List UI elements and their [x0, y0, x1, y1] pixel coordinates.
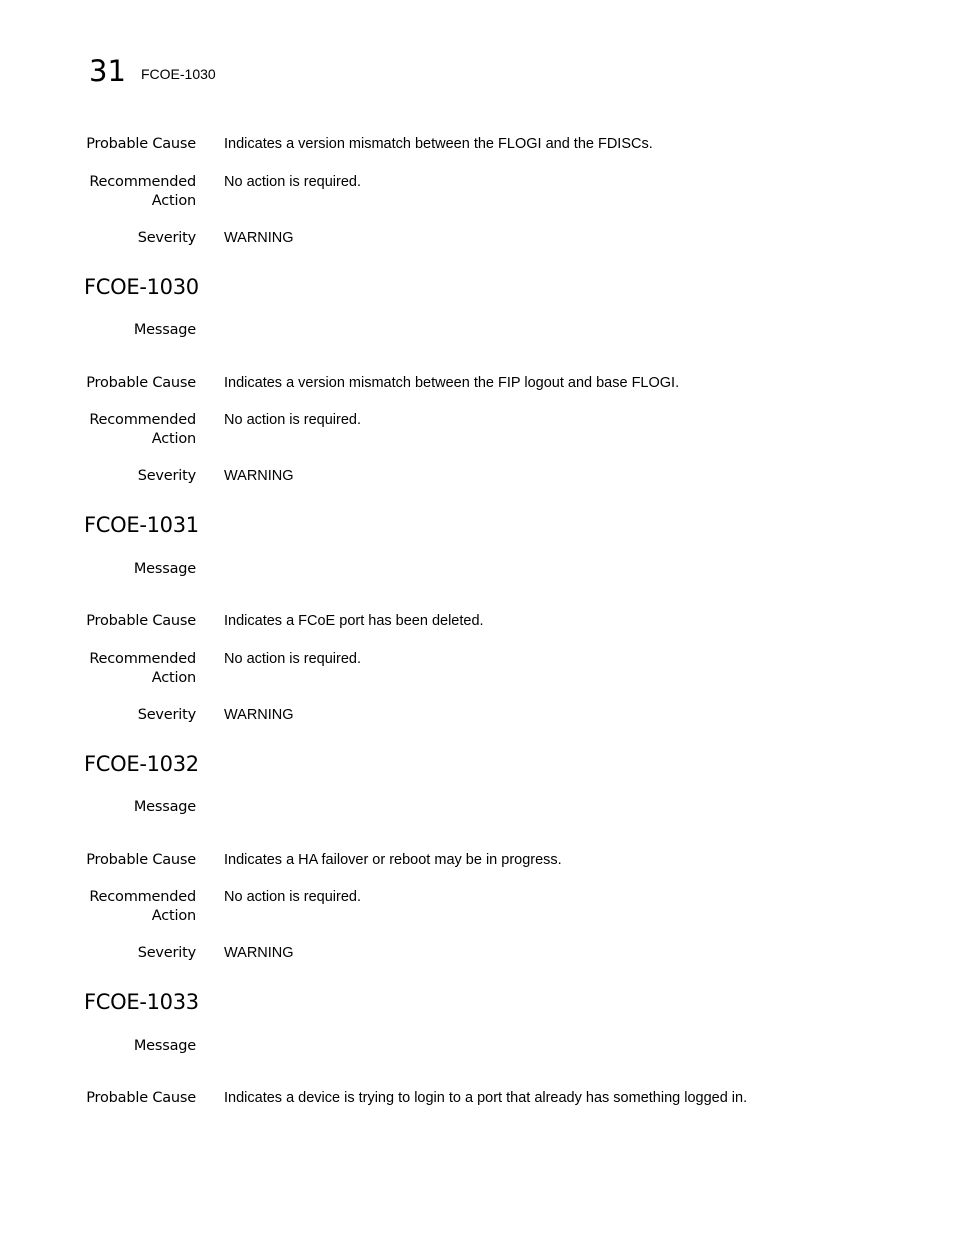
- recommended-action-text: No action is required.: [224, 174, 362, 190]
- probable-cause-text: Indicates a HA failover or reboot may be in progress.: [224, 852, 562, 868]
- severity-value: WARNING: [224, 945, 294, 961]
- recommended-action-text: No action is required.: [224, 412, 362, 428]
- severity-label: Severity: [137, 945, 196, 961]
- recommended-action-label: [56, 411, 196, 449]
- probable-cause-label: Probable Cause: [86, 136, 196, 152]
- recommended-label-line1: Recommended: [89, 412, 196, 428]
- probable-cause-text: Indicates a FCoE port has been deleted.: [224, 613, 484, 629]
- section-heading: FCOE-1032: [84, 752, 199, 776]
- probable-cause-label: Probable Cause: [86, 375, 196, 391]
- section-heading: FCOE-1033: [84, 990, 199, 1014]
- recommended-label-line1: Recommended: [89, 889, 196, 905]
- probable-cause-text: Indicates a version mismatch between the FLOGI and the FDISCs.: [224, 136, 653, 152]
- message-label: Message: [133, 561, 196, 577]
- recommended-action-label: [56, 650, 196, 688]
- recommended-label-line2: Action: [151, 193, 196, 209]
- recommended-action-label: [56, 888, 196, 926]
- recommended-action-text: No action is required.: [224, 651, 362, 667]
- recommended-label-line2: Action: [151, 431, 196, 447]
- recommended-action-text: No action is required.: [224, 889, 362, 905]
- recommended-action-label: [56, 173, 196, 211]
- probable-cause-text: Indicates a device is trying to login to a port that already has something logged in.: [224, 1090, 748, 1106]
- severity-value: WARNING: [224, 230, 294, 246]
- probable-cause-label: Probable Cause: [86, 613, 196, 629]
- recommended-label-line1: Recommended: [89, 651, 196, 667]
- probable-cause-label: Probable Cause: [86, 852, 196, 868]
- message-label: Message: [133, 322, 196, 338]
- section-heading: FCOE-1030: [84, 275, 199, 299]
- probable-cause-text: Indicates a version mismatch between the FIP logout and base FLOGI.: [224, 375, 680, 391]
- severity-label: Severity: [137, 230, 196, 246]
- message-label: Message: [133, 1038, 196, 1054]
- probable-cause-label: Probable Cause: [86, 1090, 196, 1106]
- recommended-label-line2: Action: [151, 908, 196, 924]
- severity-label: Severity: [137, 468, 196, 484]
- message-label: Message: [133, 799, 196, 815]
- section-heading: FCOE-1031: [84, 513, 199, 537]
- chapter-number: 31: [89, 54, 126, 88]
- recommended-label-line2: Action: [151, 670, 196, 686]
- severity-label: Severity: [137, 707, 196, 723]
- severity-value: WARNING: [224, 707, 294, 723]
- severity-value: WARNING: [224, 468, 294, 484]
- running-title: FCOE-1030: [141, 66, 216, 82]
- recommended-label-line1: Recommended: [89, 174, 196, 190]
